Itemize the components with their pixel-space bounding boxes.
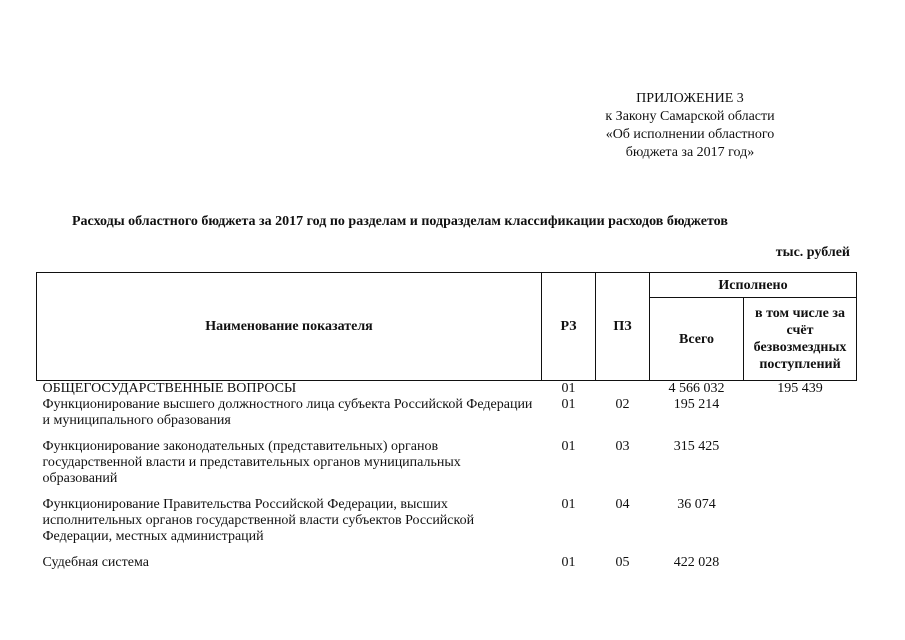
header-pz: ПЗ [596, 273, 650, 381]
row-pz [596, 381, 650, 398]
row-free [744, 397, 857, 439]
row-total: 422 028 [673, 555, 720, 570]
appendix-law-year: бюджета за 2017 год» [625, 145, 755, 160]
appendix-law-title: «Об исполнении областного [605, 127, 775, 142]
appendix-law: к Закону Самарской области [605, 109, 775, 124]
row-total: 4 566 032 [668, 381, 725, 396]
row-name: Функционирование Правительства Российской Федерации, высших исполнительных органов государственной власти субъектов Российской Федерации, местных администраций [42, 497, 475, 544]
row-pz: 02 [615, 397, 630, 412]
row-free [744, 555, 857, 571]
header-executed: Исполнено [650, 273, 857, 298]
appendix-number: ПРИЛОЖЕНИЕ 3 [636, 91, 744, 106]
table-row [37, 497, 857, 555]
row-name: Функционирование законодательных (представительных) органов государственной власти и представительных органов муниципальных образований [42, 439, 461, 486]
row-pz: 04 [615, 497, 630, 512]
row-rz: 01 [561, 439, 576, 454]
row-pz: 05 [615, 555, 630, 570]
header-free: в том числе за счёт безвозмездных поступлений [744, 298, 857, 381]
row-total: 195 214 [673, 397, 720, 412]
row-rz: 01 [561, 555, 576, 570]
row-rz: 01 [561, 397, 576, 412]
row-rz: 01 [561, 497, 576, 512]
row-free: 195 439 [777, 381, 823, 396]
row-rz: 01 [561, 381, 576, 396]
appendix-block [590, 90, 790, 162]
row-total: 36 074 [677, 497, 716, 512]
row-total: 315 425 [673, 439, 720, 454]
units-label: тыс. рублей [775, 245, 850, 260]
table-row [37, 555, 857, 571]
table-row [37, 439, 857, 497]
row-name: Функционирование высшего должностного лица субъекта Российской Федерации и муниципального образования [42, 397, 533, 428]
row-name: ОБЩЕГОСУДАРСТВЕННЫЕ ВОПРОСЫ [42, 381, 297, 396]
row-pz: 03 [615, 439, 630, 454]
table-row [37, 397, 857, 439]
document-title: Расходы областного бюджета за 2017 год по разделам и подразделам классификации расходов бюджетов [72, 214, 728, 229]
header-total: Всего [650, 298, 744, 381]
row-free [744, 439, 857, 497]
header-rz: РЗ [542, 273, 596, 381]
table-row [37, 381, 857, 398]
header-name: Наименование показателя [37, 273, 542, 381]
budget-table [36, 272, 857, 571]
row-free [744, 497, 857, 555]
row-name: Судебная система [42, 555, 149, 570]
